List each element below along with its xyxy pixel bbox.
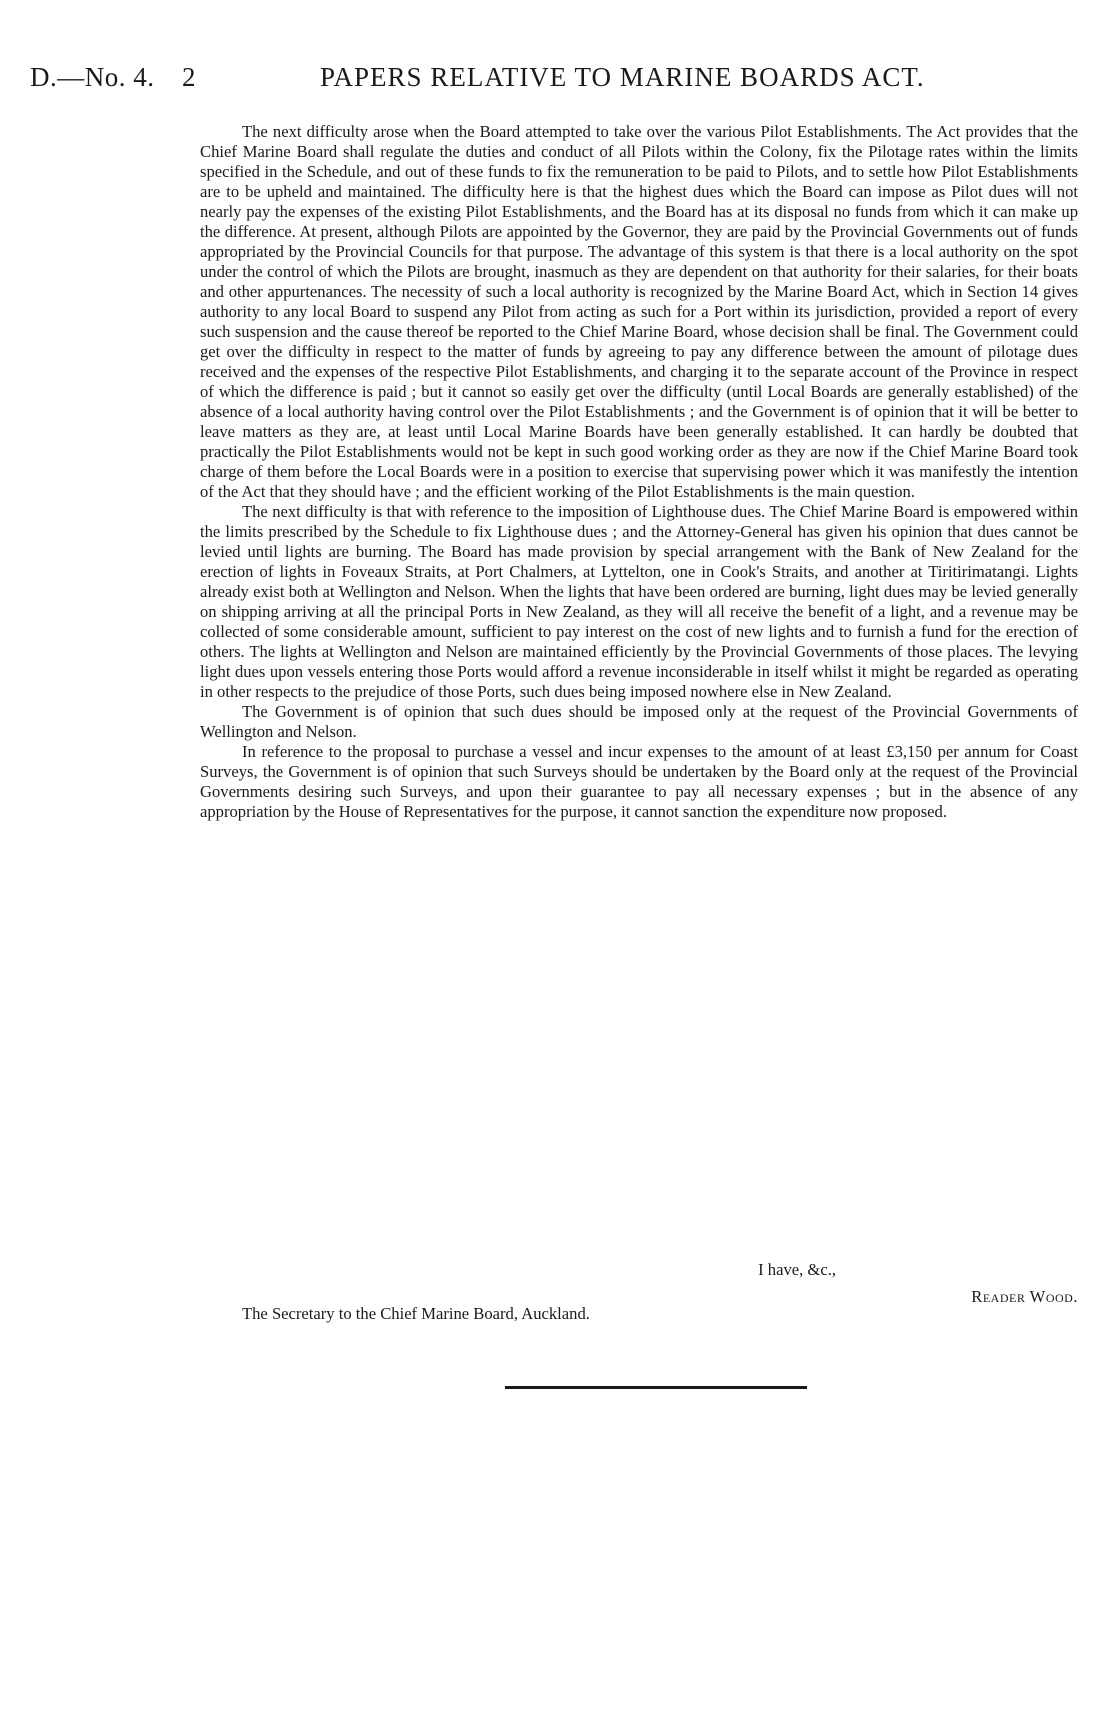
closing-salutation: I have, &c.,	[758, 1260, 836, 1279]
paragraph-lighthouse-dues: The next difficulty is that with reference to the imposition of Lighthouse dues. The Chief Marine Board is empowered within the limits prescribed by the Schedule to fix Lighthouse dues ; and the Attorney-General has given his opinion that dues cannot be levied until lights are burning. The Board has made provision by special arrangement with the Bank of New Zealand for the erection of lights in Foveaux Straits, at Port Chalmers, at Lyttelton, one in Cook's Straits, and another at Tiritirimatangi. Lights already exist both at Wellington and Nelson. When the lights that have been ordered are burning, light dues may be levied generally on shipping arriving at all the principal Ports in New Zealand, as they will all receive the benefit of a light, and a revenue may be collected of some considerable amount, sufficient to pay interest on the cost of new lights and to furnish a fund for the erection of others. The lights at Wellington and Nelson are maintained efficiently by the Provincial Governments of those places. The levying light dues upon vessels entering those Ports would afford a revenue inconsiderable in itself whilst it might be regarded as operating in other respects to the prejudice of those Ports, such dues being imposed nowhere else in New Zealand.	[200, 502, 1078, 701]
paragraph-pilot-establishments: The next difficulty arose when the Board attempted to take over the various Pilot Establishments. The Act provides that the Chief Marine Board shall regulate the duties and conduct of all Pilots within the Colony, fix the Pilotage rates within the limits specified in the Schedule, and out of these funds to fix the remuneration to be paid to Pilots, and to settle how Pilot Establishments are to be upheld and maintained. The difficulty here is that the highest dues which the Board can impose as Pilot dues will not nearly pay the expenses of the existing Pilot Establishments, and the Board has at its disposal no funds from which it can make up the difference. At present, although Pilots are appointed by the Governor, they are paid by the Provincial Governments out of funds appropriated by the Provincial Councils for that purpose. The advantage of this system is that there is a local authority on the spot under the control of which the Pilots are brought, inasmuch as they are dependent on that authority for their salaries, for their boats and other appurtenances. The necessity of such a local authority is recognized by the Marine Board Act, which in Section 14 gives authority to any local Board to suspend any Pilot from acting as such for a Port within its jurisdiction, provided a report of every such suspension and the cause thereof be reported to the Chief Marine Board, whose decision shall be final. The Government could get over the difficulty in respect to the matter of funds by agreeing to pay any difference between the amount of pilotage dues received and the expenses of the respective Pilot Establishments, and charging it to the separate account of the Province in respect of which the difference is paid ; but it cannot so easily get over the difficulty (until Local Boards are generally established) of the absence of a local authority having control over the Pilot Establishments ; and the Government is of opinion that it will be better to leave matters as they are, at least until Local Marine Boards have been generally established. It can hardly be doubted that practically the Pilot Establishments would not be kept in such good working order as they are now if the Chief Marine Board took charge of them before the Local Boards were in a position to exercise that supervising power which it was manifestly the intention of the Act that they should have ; and the efficient working of the Pilot Establishments is the main question.	[200, 122, 1078, 501]
page-number: 2	[182, 62, 196, 92]
paragraph-coast-surveys: In reference to the proposal to purchase a vessel and incur expenses to the amount of at least £3,150 per annum for Coast Surveys, the Government is of opinion that such Surveys should be undertaken by the Board only at the request of the Provincial Governments desiring such Surveys, and upon their guarantee to pay all necessary expenses ; but in the absence of any appropriation by the House of Representatives for the purpose, it cannot sanction the expenditure now proposed.	[200, 742, 1078, 821]
running-title: PAPERS RELATIVE TO MARINE BOARDS ACT.	[320, 62, 925, 92]
letter-body	[200, 122, 1078, 822]
paragraph-government-opinion: The Government is of opinion that such dues should be imposed only at the request of the Provincial Governments of Wellington and Nelson.	[200, 702, 1078, 741]
page-header	[30, 62, 1080, 102]
addressee: The Secretary to the Chief Marine Board, Auckland.	[242, 1304, 590, 1323]
closing-rule	[505, 1386, 807, 1389]
signature: Reader Wood.	[971, 1287, 1078, 1306]
document-reference: D.—No. 4.	[30, 62, 155, 92]
